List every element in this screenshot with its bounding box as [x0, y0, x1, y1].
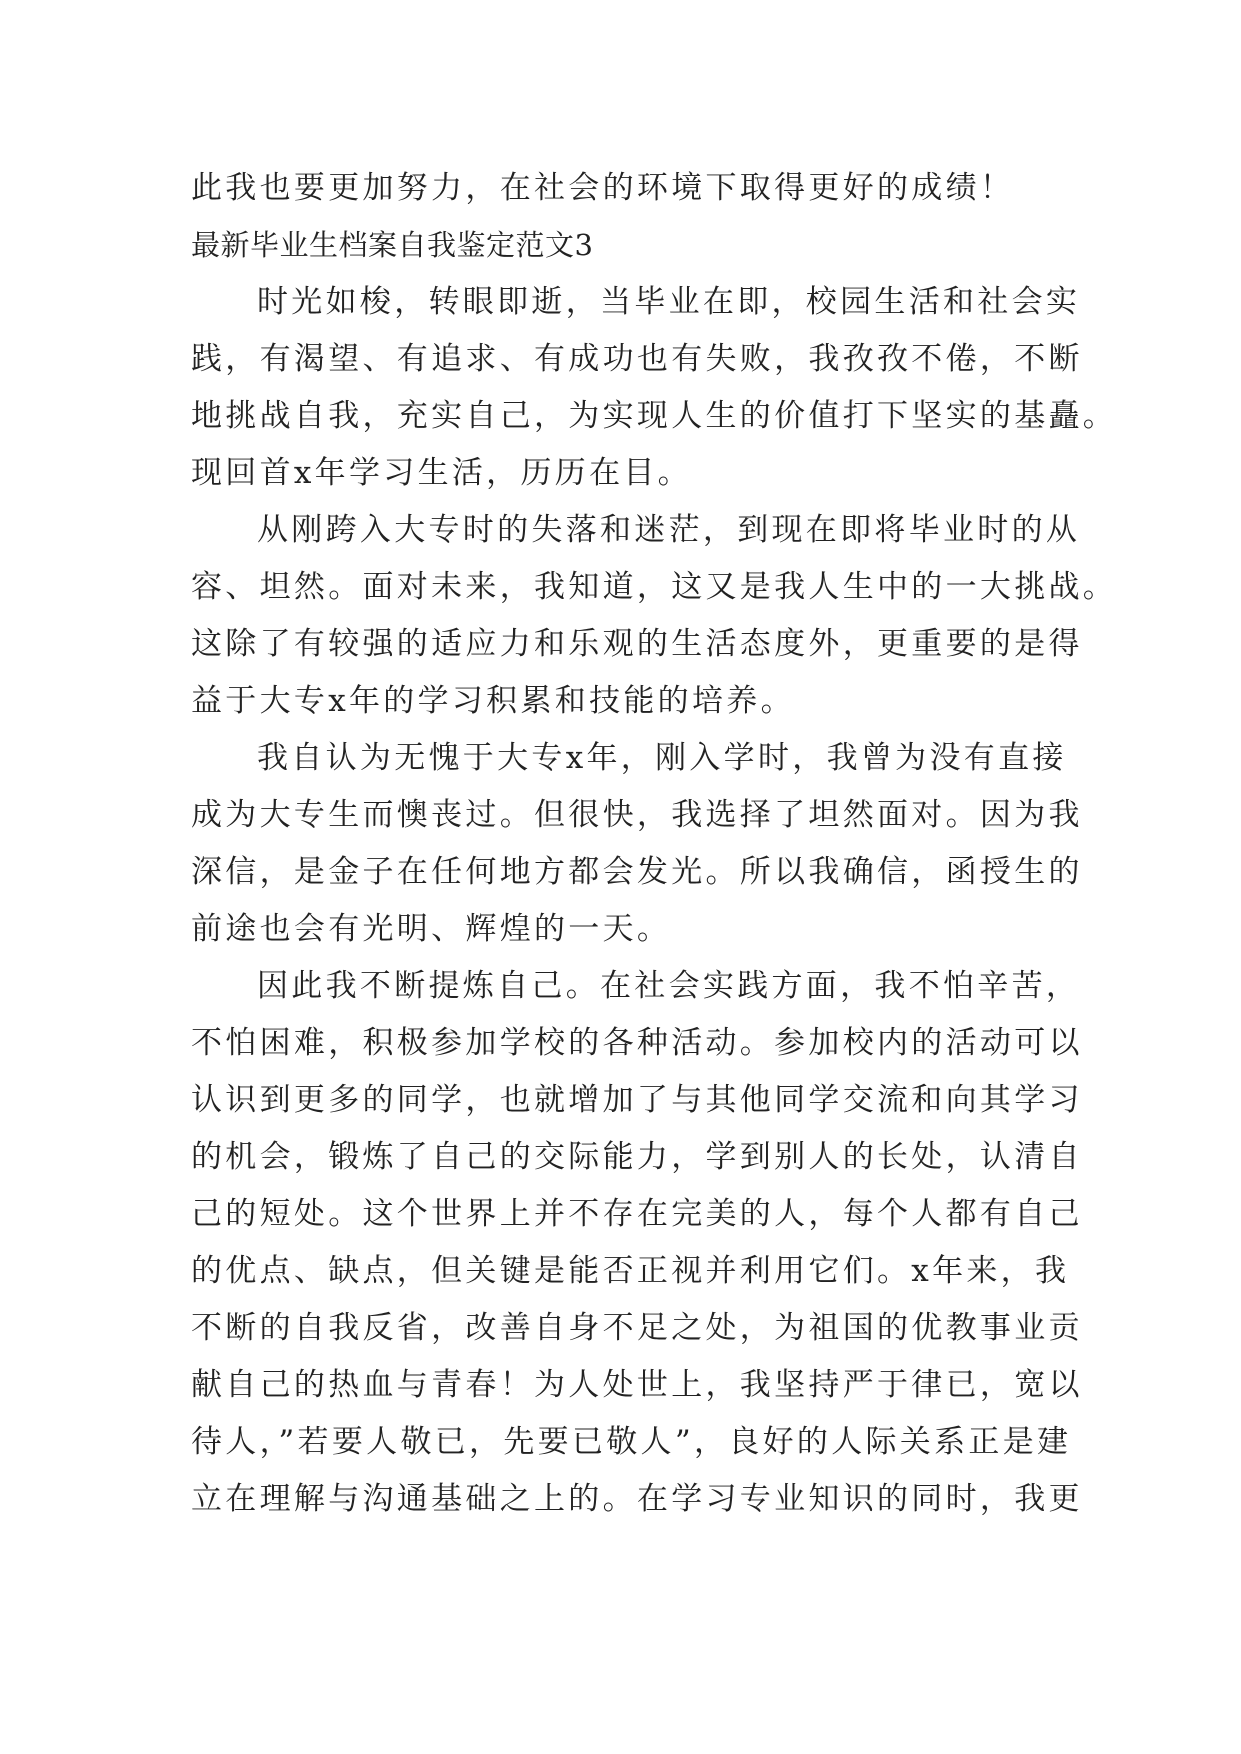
text-line: 从刚跨入大专时的失落和迷茫，到现在即将毕业时的从 — [257, 512, 1081, 548]
text-line: 现回首x年学习生活，历历在目。 — [191, 455, 692, 491]
text-line: 不断的自我反省，改善自身不足之处，为祖国的优教事业贡 — [191, 1310, 1083, 1346]
text-line: 己的短处。这个世界上并不存在完美的人，每个人都有自己 — [191, 1196, 1083, 1232]
text-line: 容、坦然。面对未来，我知道，这又是我人生中的一大挑战。 — [191, 569, 1118, 605]
text-line: 深信，是金子在任何地方都会发光。所以我确信，函授生的 — [191, 854, 1083, 890]
text-line: 待人，”若要人敬已，先要已敬人”，良好的人际关系正是建 — [191, 1424, 1072, 1460]
text-line: 时光如梭，转眼即逝，当毕业在即，校园生活和社会实 — [257, 284, 1081, 320]
text-line: 立在理解与沟通基础之上的。在学习专业知识的同时，我更 — [191, 1481, 1083, 1517]
text-line: 前途也会有光明、辉煌的一天。 — [191, 911, 672, 947]
text-line: 认识到更多的同学，也就增加了与其他同学交流和向其学习 — [191, 1082, 1083, 1118]
text-line: 的优点、缺点，但关键是能否正视并利用它们。x年来，我 — [191, 1253, 1070, 1289]
text-line: 的机会，锻炼了自己的交际能力，学到别人的长处，认清自 — [191, 1139, 1083, 1175]
text-line: 地挑战自我，充实自己，为实现人生的价值打下坚实的基矗。 — [191, 398, 1118, 434]
text-line: 这除了有较强的适应力和乐观的生活态度外，更重要的是得 — [191, 626, 1083, 662]
text-line: 此我也要更加努力，在社会的环境下取得更好的成绩！ — [191, 170, 1015, 206]
text-line: 献自己的热血与青春！为人处世上，我坚持严于律已，宽以 — [191, 1367, 1083, 1403]
text-line: 成为大专生而懊丧过。但很快，我选择了坦然面对。因为我 — [191, 797, 1083, 833]
text-line: 因此我不断提炼自己。在社会实践方面，我不怕辛苦， — [257, 968, 1081, 1004]
text-line: 践，有渴望、有追求、有成功也有失败，我孜孜不倦，不断 — [191, 341, 1083, 377]
text-line: 我自认为无愧于大专x年，刚入学时，我曾为没有直接 — [257, 740, 1067, 776]
text-line: 益于大专x年的学习积累和技能的培养。 — [191, 683, 795, 719]
section-title: 最新毕业生档案自我鉴定范文3 — [191, 228, 594, 262]
document-body — [191, 160, 1118, 1528]
text-line: 不怕困难，积极参加学校的各种活动。参加校内的活动可以 — [191, 1025, 1083, 1061]
